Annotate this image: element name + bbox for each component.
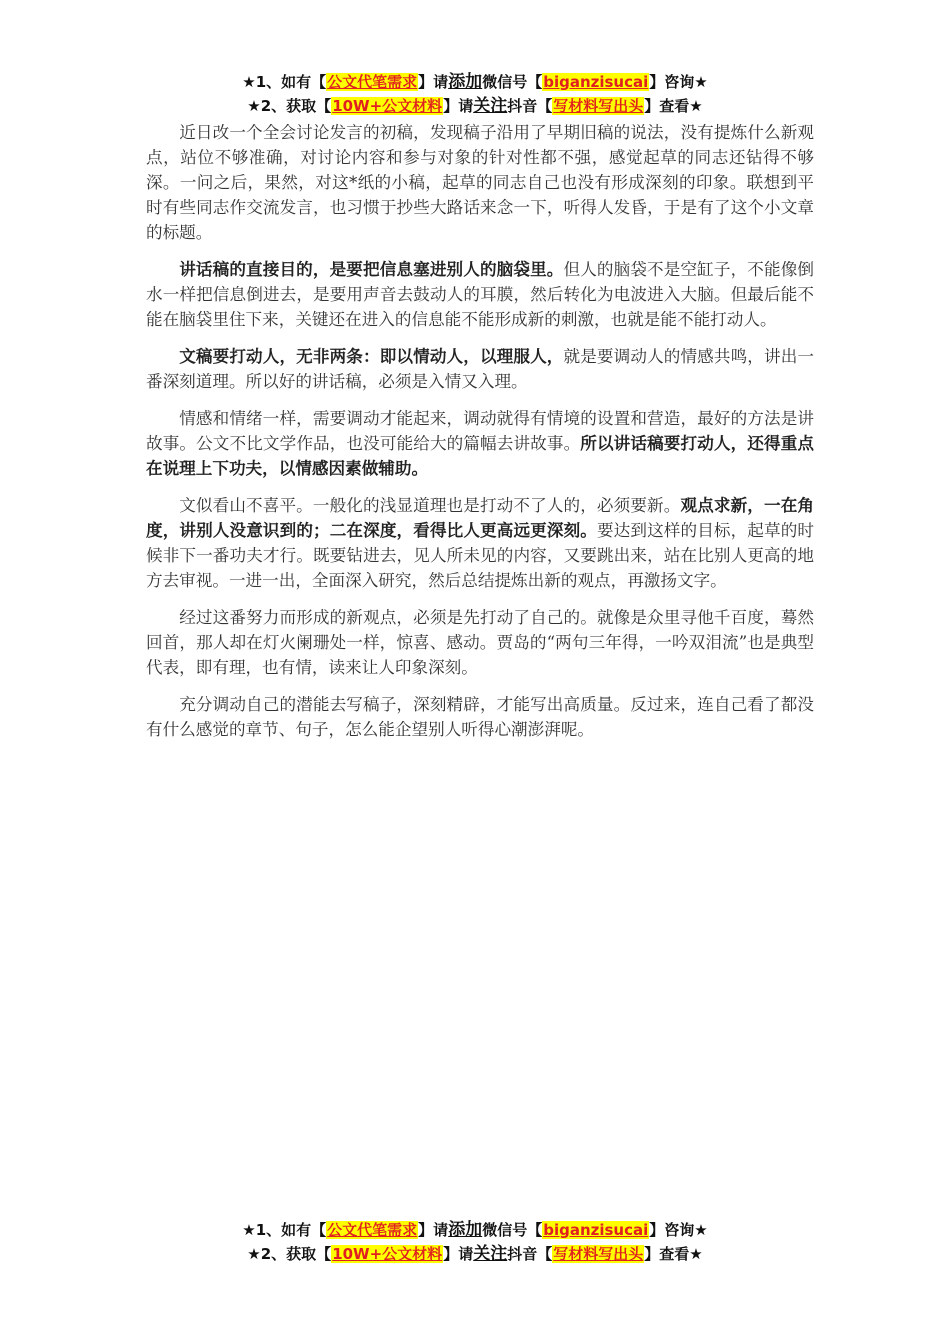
banner-text: ★2、获取【 <box>247 97 332 115</box>
banner-line-1 <box>0 1218 950 1242</box>
banner-text: 】请 <box>418 1221 449 1239</box>
paragraph-2 <box>146 257 814 332</box>
banner-line-2 <box>0 94 950 118</box>
paragraph-bold: 所以讲话稿要打动人，还得重点在说理上下功夫，以情感因素做辅助。 <box>146 434 815 478</box>
banner-text: 】请 <box>418 73 449 91</box>
banner-text: ★1、如有【 <box>242 1221 327 1239</box>
paragraph-bold: 观点求新，一在角度，讲别人没意识到的；二在深度，看得比人更高远更深刻。 <box>146 496 815 540</box>
banner-line-1 <box>0 70 950 94</box>
banner-highlight: 公文代笔需求 <box>327 1221 418 1239</box>
paragraph-text: 充分调动自己的潜能去写稿子，深刻精辟，才能写出高质量。反过来，连自己看了都没有什么感觉的章节、句子，怎么能企望别人听得心潮澎湃呢。 <box>146 695 814 739</box>
banner-highlight: 公文代笔需求 <box>327 73 418 91</box>
paragraph-4 <box>146 406 814 481</box>
banner-wechat-id: biganzisucai <box>543 1221 649 1239</box>
banner-text: 微信号【 <box>482 73 543 91</box>
banner-text: 微信号【 <box>482 1221 543 1239</box>
banner-douyin-id: 写材料写出头 <box>553 1245 644 1263</box>
header-banner <box>0 70 950 118</box>
banner-line-2 <box>0 1242 950 1266</box>
banner-highlight: 10W+公文材料 <box>332 1245 443 1263</box>
banner-text: 】请 <box>443 97 474 115</box>
banner-emphasis: 关注 <box>473 1244 508 1264</box>
paragraph-3 <box>146 344 814 394</box>
paragraph-text: 要达到这样的目标，起草的时候非下一番功夫才行。既要钻进去，见人所未见的内容，又要跳出来，站在比别人更高的地方去审视。一进一出，全面深入研究，然后总结提炼出新的观点，再激扬文字。 <box>146 521 815 590</box>
banner-emphasis: 添加 <box>448 72 483 92</box>
article-body <box>146 120 814 754</box>
banner-wechat-id: biganzisucai <box>543 73 649 91</box>
paragraph-text: 就是要调动人的情感共鸣，讲出一番深刻道理。所以好的讲话稿，必须是入情又入理。 <box>146 347 814 391</box>
footer-banner <box>0 1218 950 1266</box>
paragraph-1 <box>146 120 814 245</box>
banner-text: 抖音【 <box>507 97 553 115</box>
banner-text: 】咨询★ <box>649 1221 708 1239</box>
paragraph-bold: 讲话稿的直接目的，是要把信息塞进别人的脑袋里。 <box>179 260 564 279</box>
banner-text: ★1、如有【 <box>242 73 327 91</box>
paragraph-7 <box>146 692 814 742</box>
banner-highlight: 10W+公文材料 <box>332 97 443 115</box>
paragraph-text: 情感和情绪一样，需要调动才能起来，调动就得有情境的设置和营造，最好的方法是讲故事。公文不比文学作品，也没可能给大的篇幅去讲故事。 <box>146 409 814 453</box>
banner-text: 】查看★ <box>644 97 703 115</box>
banner-text: ★2、获取【 <box>247 1245 332 1263</box>
paragraph-text: 文似看山不喜平。一般化的浅显道理也是打动不了人的，必须要新。 <box>179 496 681 515</box>
banner-emphasis: 添加 <box>448 1220 483 1240</box>
banner-emphasis: 关注 <box>473 96 508 116</box>
banner-text: 】查看★ <box>644 1245 703 1263</box>
paragraph-text: 经过这番努力而形成的新观点，必须是先打动了自己的。就像是众里寻他千百度，蓦然回首，那人却在灯火阑珊处一样，惊喜、感动。贾岛的“两句三年得，一吟双泪流”也是典型代表，即有理，也有情，读来让人印象深刻。 <box>146 608 814 677</box>
paragraph-6 <box>146 605 814 680</box>
paragraph-text: 但人的脑袋不是空缸子，不能像倒水一样把信息倒进去，是要用声音去鼓动人的耳膜，然后转化为电波进入大脑。但最后能不能在脑袋里住下来，关键还在进入的信息能不能形成新的刺激，也就是能不能打动人。 <box>146 260 814 329</box>
banner-text: 】请 <box>443 1245 474 1263</box>
banner-douyin-id: 写材料写出头 <box>553 97 644 115</box>
paragraph-5 <box>146 493 814 593</box>
paragraph-text: 近日改一个全会讨论发言的初稿，发现稿子沿用了早期旧稿的说法，没有提炼什么新观点，站位不够准确，对讨论内容和参与对象的针对性都不强，感觉起草的同志还钻得不够深。一问之后，果然，对这*纸的小稿，起草的同志自己也没有形成深刻的印象。联想到平时有些同志作交流发言，也习惯于抄些大路话来念一下，听得人发昏，于是有了这个小文章的标题。 <box>146 123 814 242</box>
banner-text: 抖音【 <box>507 1245 553 1263</box>
paragraph-bold: 文稿要打动人，无非两条：即以情动人，以理服人， <box>179 347 564 366</box>
banner-text: 】咨询★ <box>649 73 708 91</box>
